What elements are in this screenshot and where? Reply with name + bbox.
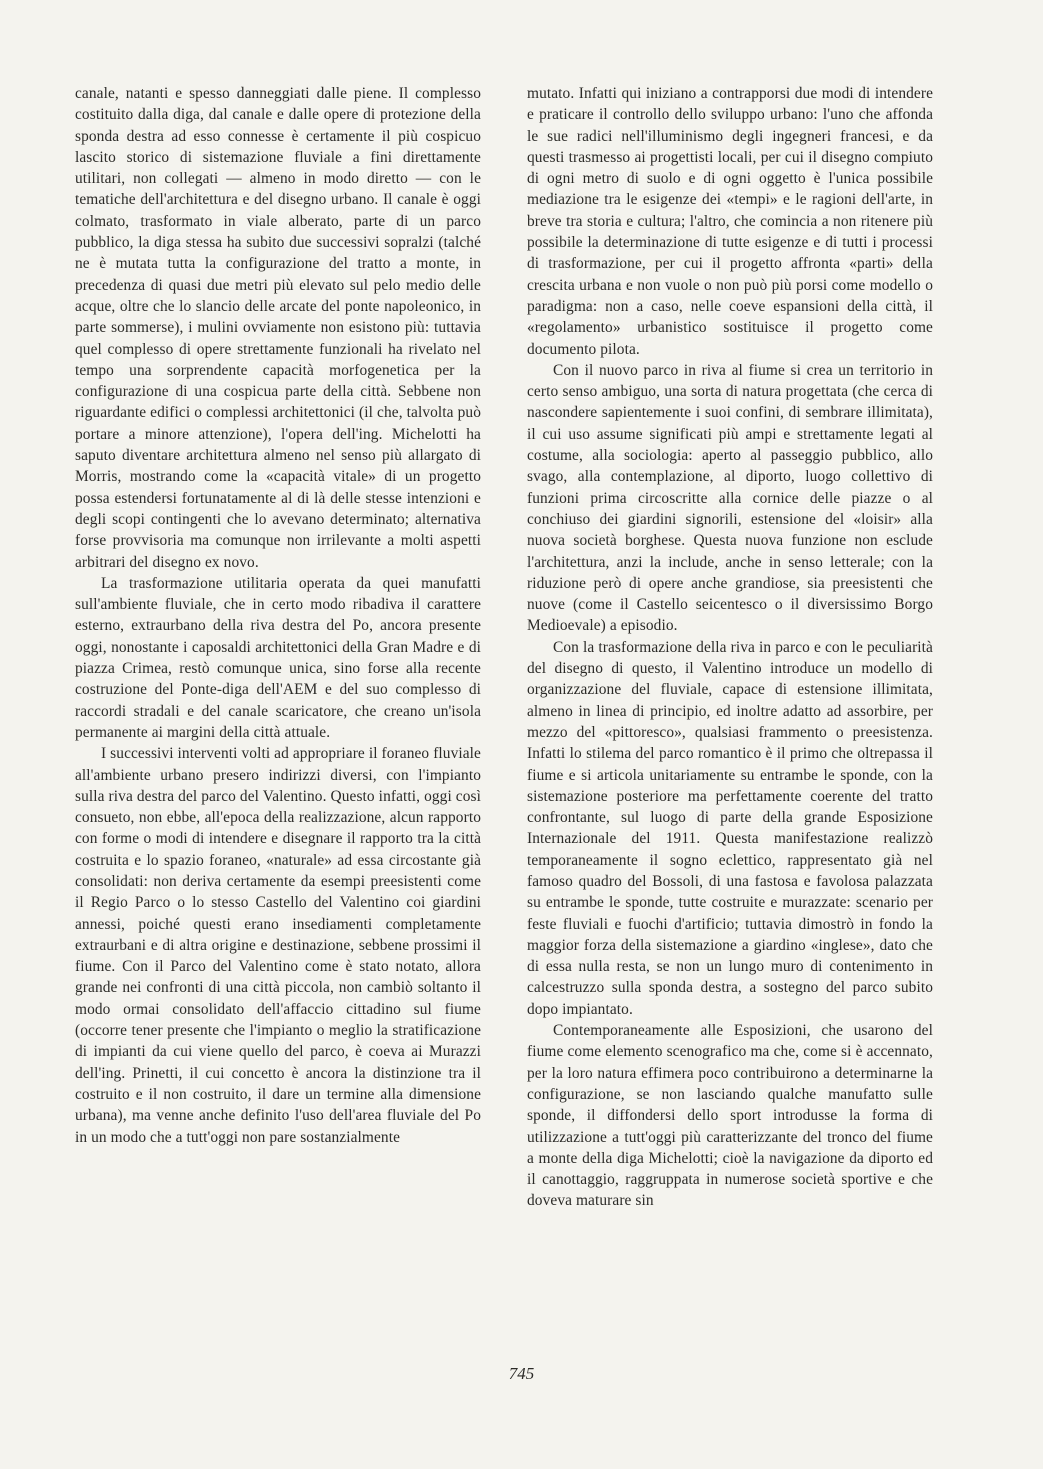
paragraph: La trasformazione utilitaria operata da quei manufatti sull'ambiente fluviale, che in certo modo ribadiva il carattere esterno, extraurbano della riva destra del Po, ancora presente oggi, nonostante i caposaldi architettonici della Gran Madre e di piazza Crimea, restò comunque unica, sino forse alla recente costruzione del Ponte-diga dell'AEM e del suo complesso di raccordi stradali e del canale scaricatore, che creano un'isola permanente ai margini della città attuale. <box>75 574 481 741</box>
paragraph: mutato. Infatti qui iniziano a contrapporsi due modi di intendere e praticare il controllo dello sviluppo urbano: l'uno che affonda le sue radici nell'illuminismo degli ingegneri francesi, e da questi trasmesso ai progettisti locali, per cui il disegno compiuto di ogni metro di suolo e di ogni oggetto è l'unica possibile mediazione tra le esigenze dei «tempi» e le ragioni dell'arte, in breve tra storia e cultura; l'altro, che comincia a non ritenere più possibile la determinazione di tutte esigenze e di tutti i processi di trasformazione, per cui il progetto affronta «parti» della crescita urbana e non vuole o non può più porsi come modello o paradigma: non a caso, nelle coeve espansioni della città, il «regolamento» urbanistico sostituisce il progetto come documento pilota. <box>527 85 933 358</box>
paragraph: I successivi interventi volti ad appropriare il foraneo fluviale all'ambiente urbano presero indirizzi diversi, con l'impianto sulla riva destra del parco del Valentino. Questo infatti, oggi così consueto, non ebbe, all'epoca della realizzazione, alcun rapporto con forme o modi di intendere e disegnare il rapporto tra la città costruita e lo spazio foraneo, «naturale» ad essa circostante già consolidati: non deriva certamente da esempi preesistenti come il Regio Parco o lo stesso Castello del Valentino coi giardini annessi, poiché questi erano insediamenti completamente extraurbani e di altra origine e destinazione, sebbene prossimi il fiume. Con il Parco del Valentino come è stato notato, allora grande nei confronti di una città piccola, non cambiò soltanto il modo ormai consolidato dell'affaccio cittadino sul fiume (occorre tener presente che l'impianto o meglio la stratificazione di impianti da cui viene quello del parco, è coeva ai Murazzi dell'ing. Prinetti, il cui concetto è ancora la distinzione tra il costruito e il non costruito, il dare un termine alla dimensione urbana), ma venne anche definito l'uso dell'area fluviale del Po in un modo che a tutt'oggi non pare sostanzialmente <box>75 745 481 1146</box>
left-text-column <box>75 83 481 1148</box>
paragraph: Con la trasformazione della riva in parco e con le peculiarità del disegno di questo, il Valentino introduce un modello di organizzazione del fluviale, capace di estensione illimitata, almeno in linea di principio, ed inoltre adatto ad assorbire, per mezzo del «pittoresco», qualsiasi frammento o preesistenza. Infatti lo stilema del parco romantico è il primo che oltrepassa il fiume e si articola unitariamente su entrambe le sponde, con la sistemazione posteriore ma perfettamente coerente del tratto confrontante, sul luogo di parte della grande Esposizione Internazionale del 1911. Questa manifestazione realizzò temporaneamente il sogno eclettico, rappresentato già nel famoso quadro del Bossoli, di una fastosa e favolosa palazzata su entrambe le sponde, tutte costruite e murazzate: scenario per feste fluviali e fuochi d'artificio; tuttavia dimostrò in fondo la maggior forza della sistemazione a giardino «inglese», dato che di essa nulla resta, se non un lungo muro di contenimento in calcestruzzo sulla sponda destra, a sostegno del parco subito dopo impiantato. <box>527 638 933 1018</box>
paragraph: canale, natanti e spesso danneggiati dalle piene. Il complesso costituito dalla diga, dal canale e dalle opere di protezione della sponda destra ad esso connesse è certamente il più cospicuo lascito storico di sistemazione fluviale a fini direttamente utilitari, non collegati — almeno in modo diretto — con le tematiche dell'architettura e del disegno urbano. Il canale è oggi colmato, trasformato in viale alberato, parte di un parco pubblico, la diga stessa ha subito due successivi sopralzi (talché ne è mutata tutta la configurazione del tratto a monte, in precedenza di quasi due metri più elevato sul pelo medio delle acque, oltre che lo slancio delle arcate del ponte napoleonico, in parte sommerse), i mulini ovviamente non esistono più: tuttavia quel complesso di opere strettamente funzionali ha rivelato nel tempo una sorprendente capacità morfogenetica per la configurazione di una cospicua parte della città. Sebbene non riguardante edifici o complessi architettonici (il che, talvolta può portare a minore attenzione), l'opera dell'ing. Michelotti ha saputo diventare architettura almeno nel senso più allargato di Morris, mostrando come la «capacità vitale» di un progetto possa estendersi fortunatamente al di là delle stesse intenzioni e degli scopi contingenti che lo avevano determinato; alternativa forse provvisoria ma comunque non irrilevante a molti aspetti arbitrari del disegno ex novo. <box>75 85 481 571</box>
right-text-column <box>527 83 933 1212</box>
paragraph: Contemporaneamente alle Esposizioni, che usarono del fiume come elemento scenografico ma che, come si è accennato, per la loro natura effimera poco contribuirono a determinarne la configurazione, se non lasciando qualche manufatto sulle sponde, il diffondersi dello sport introdusse la forma di utilizzazione a tutt'oggi più caratterizzante del tronco del fiume a monte della diga Michelotti; cioè la navigazione da diporto ed il canottaggio, raggruppata in numerose società sportive e che doveva maturare sin <box>527 1022 933 1210</box>
paragraph: Con il nuovo parco in riva al fiume si crea un territorio in certo senso ambiguo, una sorta di natura progettata (che cerca di nascondere sapientemente i suoi confini, di sembrare illimitata), il cui uso assume significati più ampi e strettamente legati al costume, alla sociologia: aperto al passeggio pubblico, allo svago, alla contemplazione, al diporto, luogo collettivo di funzioni prima circoscritte alla cornice delle piazze o al conchiuso dei giardini signorili, estensione del «loisir» alla nuova società borghese. Questa nuova funzione non esclude l'architettura, anzi la include, anche in senso letterale; con la riduzione però di opere anche grandiose, sia preesistenti che nuove (come il Castello seicentesco o il diversissimo Borgo Medioevale) a episodio. <box>527 361 933 635</box>
page-number: 745 <box>508 1364 535 1383</box>
